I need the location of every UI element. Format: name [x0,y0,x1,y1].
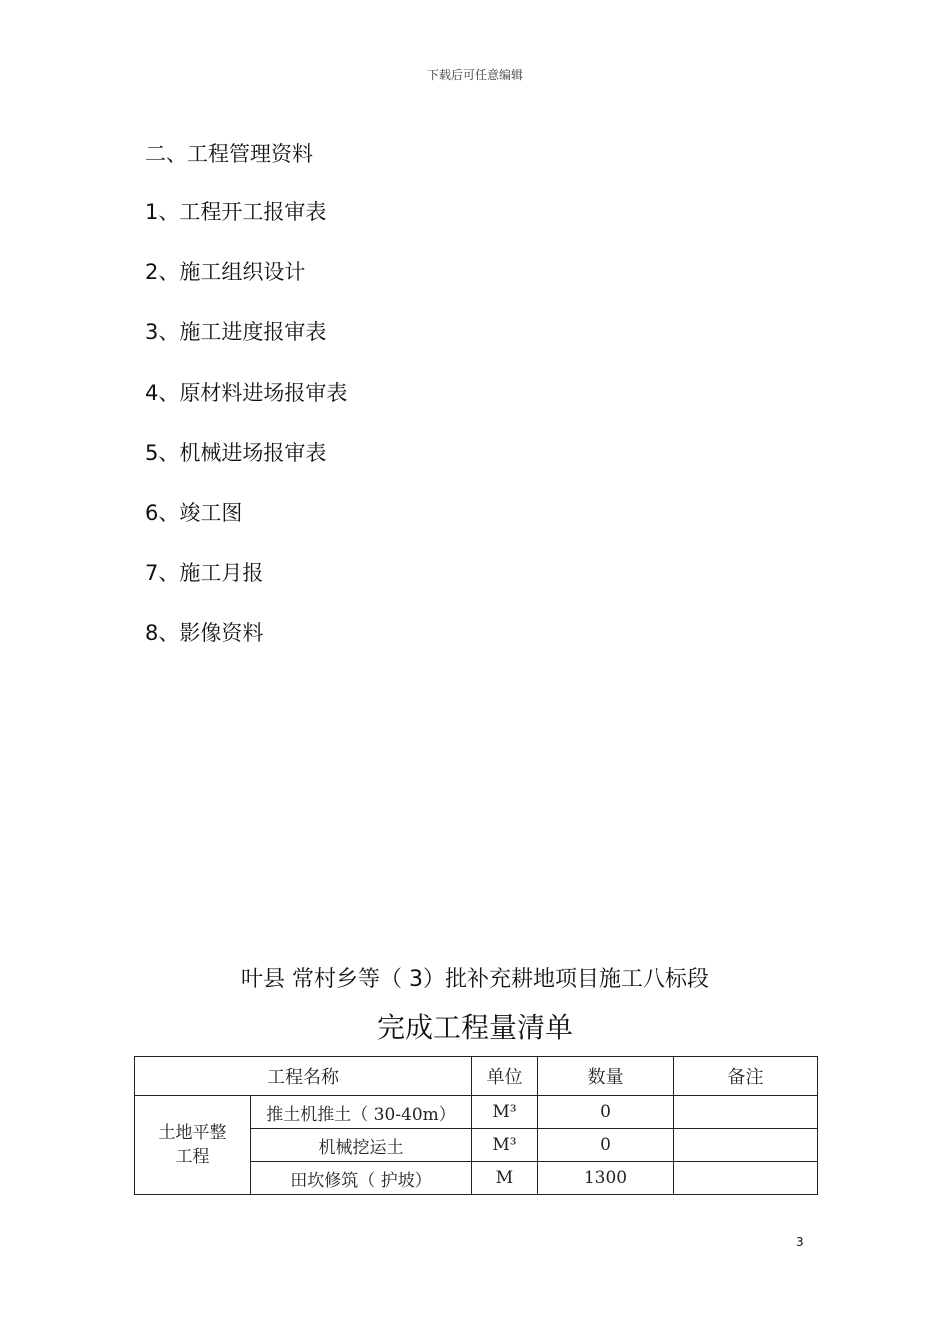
list-item: 4、原材料进场报审表 [145,380,348,405]
remark-cell [674,1162,818,1195]
group-cell [135,1096,251,1195]
list-item: 2、施工组织设计 [145,260,306,285]
header-quantity: 数量 [538,1057,674,1096]
item-cell: 田坎修筑（ 护坡） [251,1162,472,1195]
document-list [145,198,347,680]
item-cell: 推土机推土（ 30-40m） [251,1096,472,1129]
quantity-table [134,1056,818,1195]
unit-cell: M³ [472,1096,538,1129]
project-title: 叶县 常村乡等（ 3）批补充耕地项目施工八标段 [241,967,709,992]
unit-cell: M³ [472,1129,538,1162]
group-label-line1: 土地平整 [158,1123,227,1143]
remark-cell [674,1129,818,1162]
quantity-cell: 0 [538,1129,674,1162]
table-header-row [135,1057,818,1096]
table-row [135,1096,818,1129]
page-header: 下载后可任意编辑 [426,68,523,82]
group-label-line2: 工程 [175,1147,210,1167]
header-remark: 备注 [674,1057,818,1096]
header-unit: 单位 [472,1057,538,1096]
list-item: 6、竣工图 [145,500,243,525]
list-item: 3、施工进度报审表 [145,320,327,345]
list-title: 完成工程量清单 [376,1011,573,1044]
unit-cell: M [472,1162,538,1195]
quantity-cell: 0 [538,1096,674,1129]
list-item: 7、施工月报 [145,561,264,586]
page-number: 3 [796,1235,804,1249]
list-item: 5、机械进场报审表 [145,440,327,465]
header-name: 工程名称 [135,1057,472,1096]
section-title: 二、工程管理资料 [145,142,313,166]
list-item: 1、工程开工报审表 [145,200,327,224]
list-item: 8、影像资料 [145,621,264,646]
remark-cell [674,1096,818,1129]
quantity-cell: 1300 [538,1162,674,1195]
item-cell: 机械挖运土 [251,1129,472,1162]
